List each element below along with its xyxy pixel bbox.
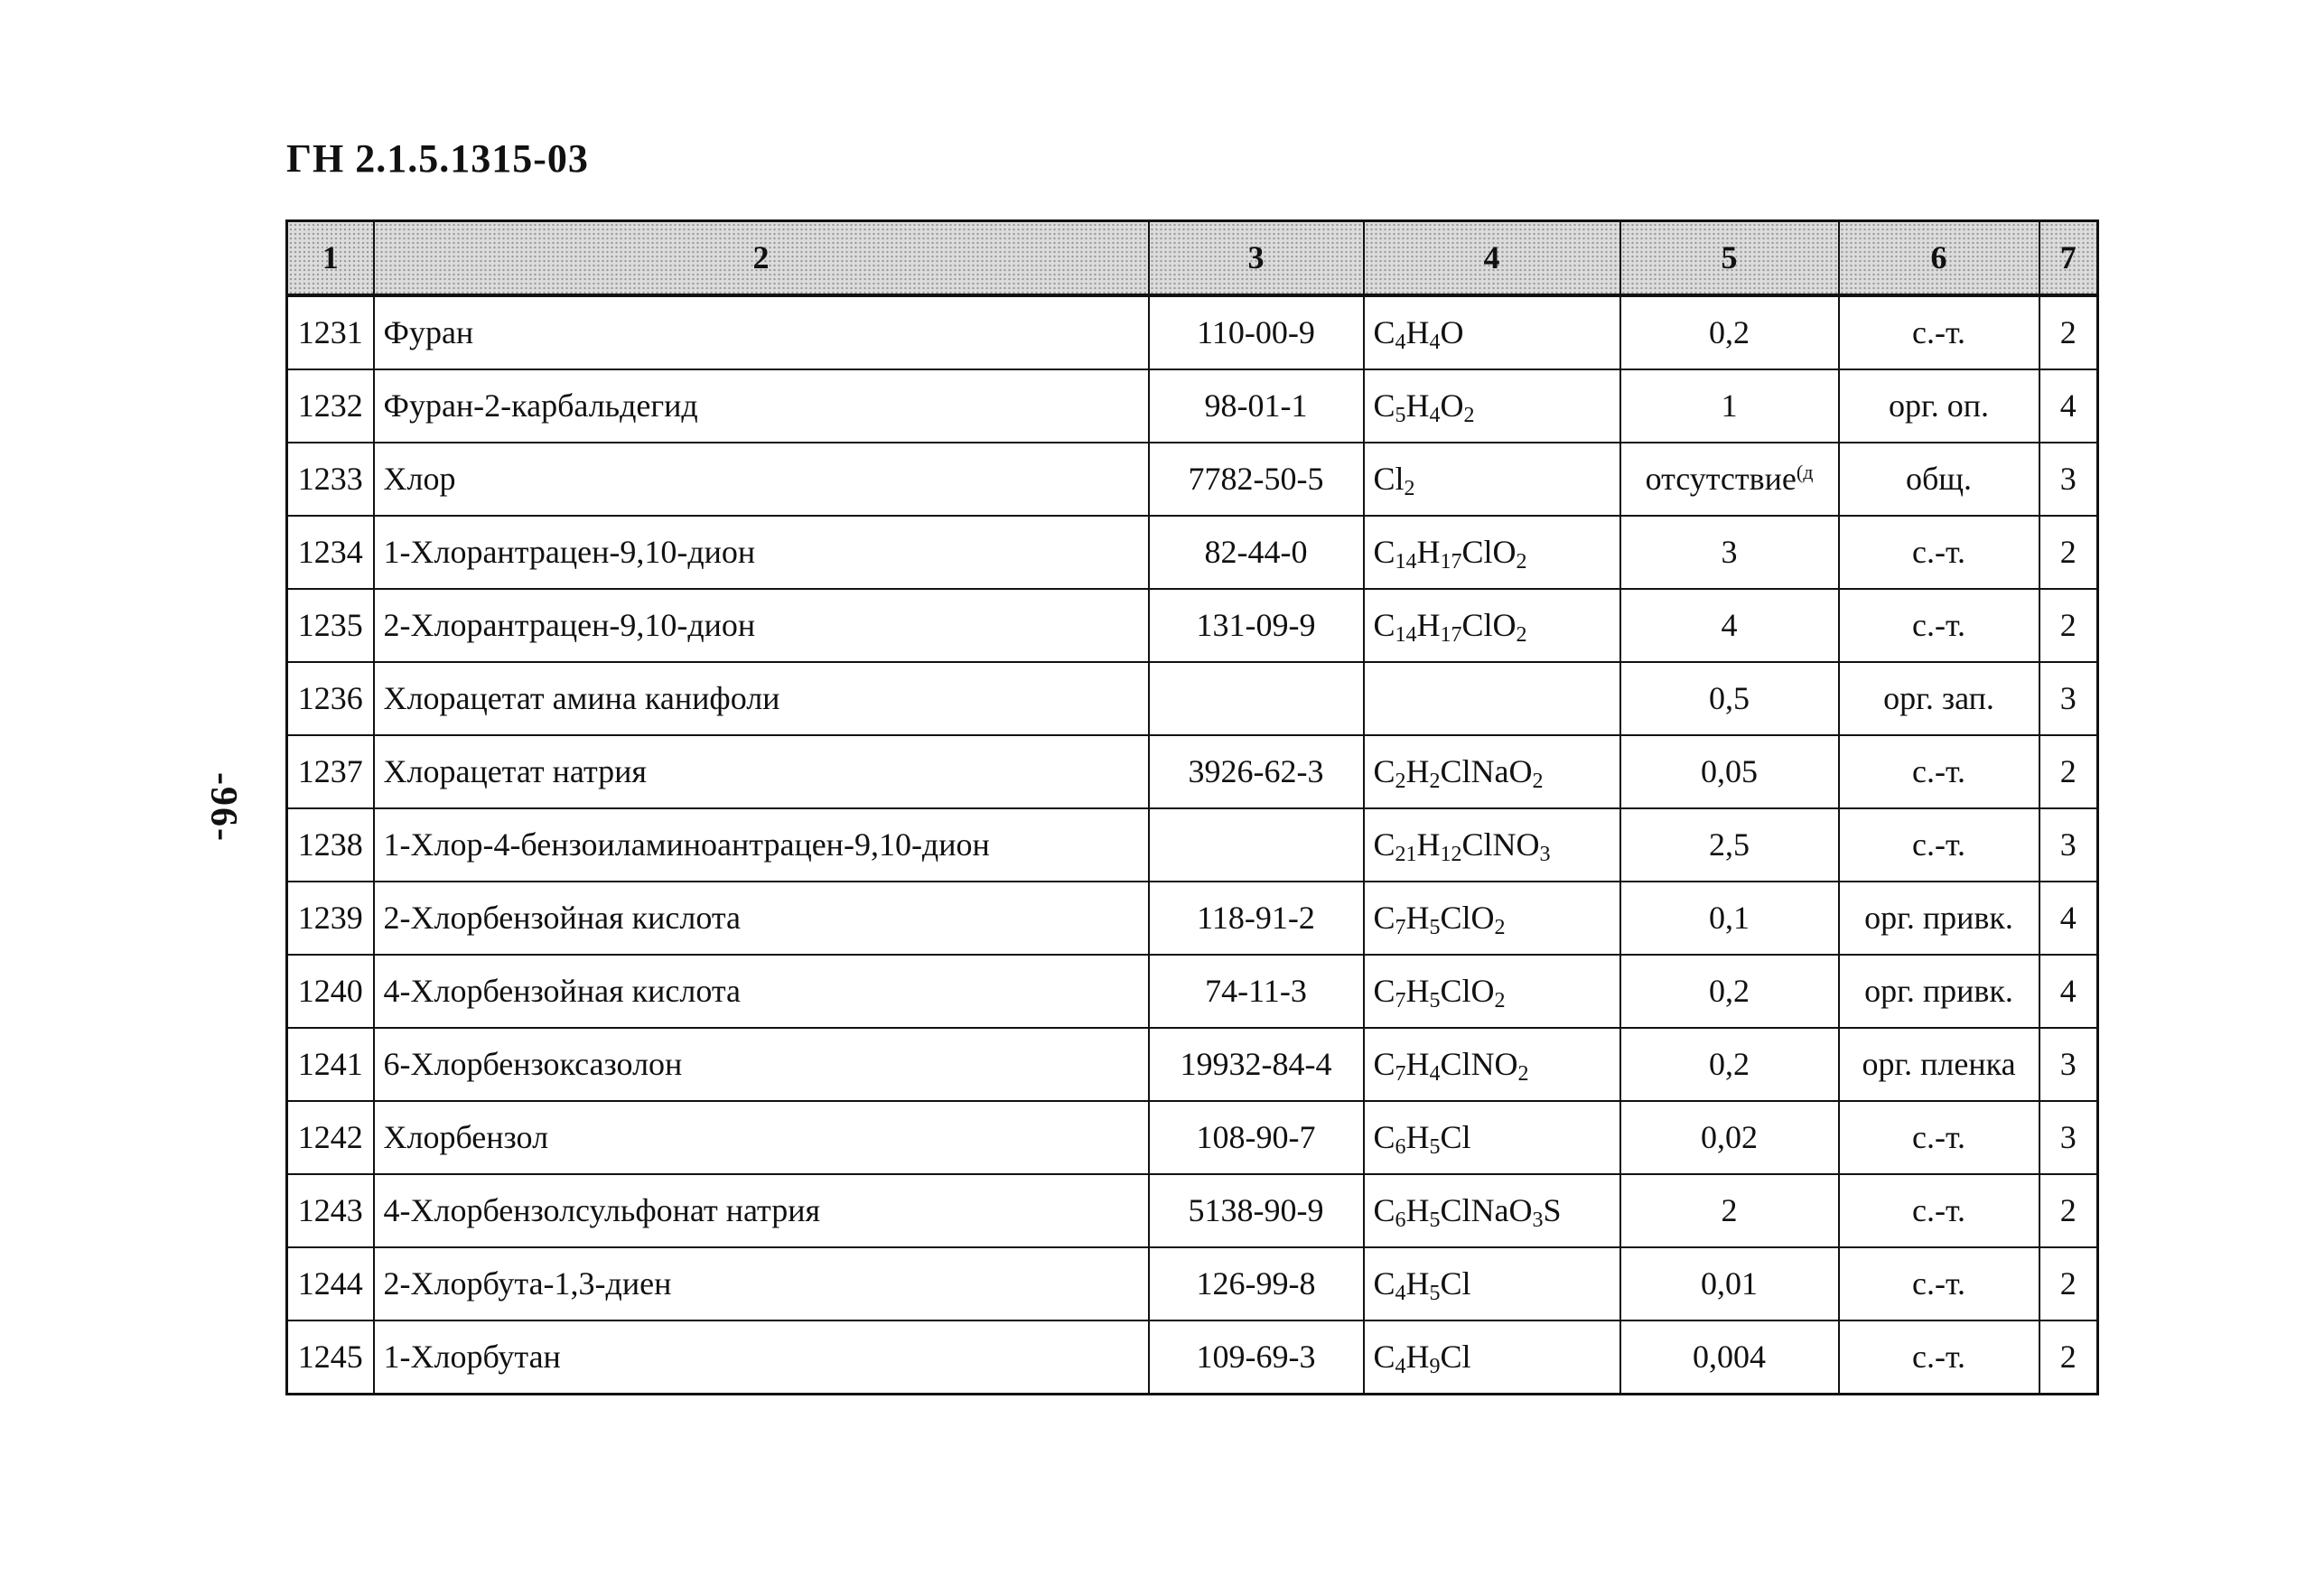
- formula-element: H: [1405, 1118, 1430, 1155]
- substance-name-cell: Фуран: [374, 295, 1149, 369]
- value-cell: [1620, 369, 1839, 443]
- value-cell: [1620, 516, 1839, 589]
- formula-element: ClO: [1440, 972, 1495, 1009]
- formula-element: C: [1373, 826, 1395, 863]
- formula-subscript: 2: [1516, 549, 1527, 574]
- formula-element: C: [1373, 1338, 1395, 1375]
- value-cell: [1620, 808, 1839, 882]
- formula-element: H: [1405, 1045, 1430, 1082]
- substances-table: [285, 219, 2099, 1395]
- formula-element: Cl: [1440, 1338, 1471, 1375]
- cas-number-cell: 118-91-2: [1149, 882, 1364, 955]
- formula-subscript: 17: [1440, 622, 1462, 647]
- value-text: 0,1: [1709, 899, 1750, 936]
- formula-element: H: [1405, 899, 1430, 936]
- substance-name-cell: Хлорацетат амина канифоли: [374, 662, 1149, 735]
- hazard-class-cell: 4: [2039, 369, 2098, 443]
- hazard-sign-cell: с.-т.: [1839, 808, 2039, 882]
- substance-name-cell: 1-Хлорбутан: [374, 1320, 1149, 1395]
- value-cell: [1620, 443, 1839, 516]
- substance-name-cell: 6-Хлорбензоксазолон: [374, 1028, 1149, 1101]
- formula-cell: [1364, 516, 1620, 589]
- value-cell: [1620, 662, 1839, 735]
- formula-cell: [1364, 882, 1620, 955]
- cas-number-cell: 131-09-9: [1149, 589, 1364, 662]
- cas-number-cell: 108-90-7: [1149, 1101, 1364, 1174]
- formula-subscript: 3: [1532, 1208, 1544, 1232]
- cas-number-cell: 110-00-9: [1149, 295, 1364, 369]
- formula-subscript: 2: [1395, 769, 1406, 793]
- cas-number-cell: 74-11-3: [1149, 955, 1364, 1028]
- row-number-cell: 1232: [287, 369, 374, 443]
- formula-cell: [1364, 808, 1620, 882]
- value-text: 0,2: [1709, 313, 1750, 350]
- cas-number-cell: 5138-90-9: [1149, 1174, 1364, 1247]
- hazard-class-cell: 2: [2039, 1247, 2098, 1320]
- formula-element: S: [1543, 1191, 1562, 1228]
- cas-number-cell: 82-44-0: [1149, 516, 1364, 589]
- hazard-sign-cell: орг. привк.: [1839, 882, 2039, 955]
- table-row: [287, 735, 2098, 808]
- formula-element: C: [1373, 1118, 1395, 1155]
- hazard-class-cell: 2: [2039, 1174, 2098, 1247]
- substance-name-cell: Хлор: [374, 443, 1149, 516]
- formula-cell: [1364, 1320, 1620, 1395]
- formula-subscript: 4: [1395, 1354, 1406, 1378]
- formula-element: ClO: [1440, 899, 1495, 936]
- table-row: [287, 443, 2098, 516]
- value-text: 1: [1721, 387, 1738, 424]
- formula-cell: [1364, 1028, 1620, 1101]
- value-cell: [1620, 1247, 1839, 1320]
- table-row: [287, 882, 2098, 955]
- value-cell: [1620, 735, 1839, 808]
- formula-element: ClNO: [1461, 826, 1540, 863]
- hazard-sign-cell: с.-т.: [1839, 735, 2039, 808]
- cas-number-cell: [1149, 808, 1364, 882]
- value-text: 2,5: [1709, 826, 1750, 863]
- value-footnote: (д: [1796, 460, 1814, 483]
- formula-subscript: 7: [1395, 915, 1406, 939]
- substance-name-cell: 1-Хлорантрацен-9,10-дион: [374, 516, 1149, 589]
- cas-number-cell: 19932-84-4: [1149, 1028, 1364, 1101]
- value-text: 0,2: [1709, 1045, 1750, 1082]
- formula-element: C: [1373, 899, 1395, 936]
- formula-subscript: 4: [1429, 1061, 1441, 1086]
- formula-subscript: 2: [1517, 1061, 1529, 1086]
- table-header: [287, 221, 2098, 296]
- formula-element: H: [1405, 1338, 1430, 1375]
- cas-number-cell: [1149, 662, 1364, 735]
- formula-subscript: 4: [1429, 403, 1441, 427]
- value-cell: [1620, 955, 1839, 1028]
- formula-subscript: 12: [1440, 842, 1462, 866]
- hazard-class-cell: 2: [2039, 589, 2098, 662]
- document-title: ГН 2.1.5.1315-03: [286, 136, 589, 181]
- hazard-class-cell: 2: [2039, 1320, 2098, 1395]
- row-number-cell: 1239: [287, 882, 374, 955]
- table-row: [287, 369, 2098, 443]
- row-number-cell: 1240: [287, 955, 374, 1028]
- header-col-2: 2: [374, 221, 1149, 296]
- formula-element: O: [1440, 387, 1464, 424]
- formula-subscript: 2: [1516, 622, 1527, 647]
- formula-subscript: 2: [1494, 915, 1506, 939]
- row-number-cell: 1241: [287, 1028, 374, 1101]
- formula-element: C: [1373, 1045, 1395, 1082]
- table-body: [287, 295, 2098, 1395]
- formula-element: O: [1440, 313, 1464, 350]
- substance-name-cell: 4-Хлорбензойная кислота: [374, 955, 1149, 1028]
- value-text: 4: [1721, 606, 1738, 643]
- hazard-class-cell: 3: [2039, 1028, 2098, 1101]
- formula-subscript: 2: [1494, 988, 1506, 1012]
- value-text: 0,01: [1701, 1264, 1758, 1302]
- formula-element: Cl: [1440, 1118, 1471, 1155]
- hazard-class-cell: 3: [2039, 1101, 2098, 1174]
- value-text: 0,02: [1701, 1118, 1758, 1155]
- formula-element: H: [1416, 533, 1441, 570]
- cas-number-cell: 98-01-1: [1149, 369, 1364, 443]
- formula-cell: [1364, 589, 1620, 662]
- formula-element: H: [1405, 387, 1430, 424]
- cas-number-cell: 3926-62-3: [1149, 735, 1364, 808]
- header-col-3: 3: [1149, 221, 1364, 296]
- hazard-class-cell: 3: [2039, 443, 2098, 516]
- formula-subscript: 21: [1395, 842, 1417, 866]
- formula-element: C: [1373, 752, 1395, 789]
- row-number-cell: 1236: [287, 662, 374, 735]
- substance-name-cell: 4-Хлорбензолсульфонат натрия: [374, 1174, 1149, 1247]
- formula-subscript: 7: [1395, 988, 1406, 1012]
- formula-element: H: [1416, 606, 1441, 643]
- formula-element: Cl: [1440, 1264, 1471, 1302]
- substance-name-cell: 2-Хлорбута-1,3-диен: [374, 1247, 1149, 1320]
- row-number-cell: 1238: [287, 808, 374, 882]
- formula-subscript: 2: [1532, 769, 1544, 793]
- formula-subscript: 5: [1429, 988, 1441, 1012]
- formula-element: C: [1373, 387, 1395, 424]
- formula-element: ClO: [1461, 533, 1517, 570]
- formula-cell: [1364, 1174, 1620, 1247]
- table-row: [287, 808, 2098, 882]
- formula-cell: [1364, 295, 1620, 369]
- header-row: [287, 221, 2098, 296]
- formula-element: H: [1405, 313, 1430, 350]
- formula-subscript: 14: [1395, 549, 1417, 574]
- formula-element: C: [1373, 1264, 1395, 1302]
- row-number-cell: 1234: [287, 516, 374, 589]
- value-cell: [1620, 1101, 1839, 1174]
- table-row: [287, 1174, 2098, 1247]
- formula-element: H: [1405, 752, 1430, 789]
- formula-subscript: 4: [1395, 1281, 1406, 1305]
- table-row: [287, 516, 2098, 589]
- value-text: отсутствие: [1645, 460, 1797, 497]
- formula-subscript: 5: [1429, 915, 1441, 939]
- substance-name-cell: Хлорбензол: [374, 1101, 1149, 1174]
- cas-number-cell: 126-99-8: [1149, 1247, 1364, 1320]
- formula-cell: [1364, 662, 1620, 735]
- table-row: [287, 1320, 2098, 1395]
- value-text: 0,2: [1709, 972, 1750, 1009]
- formula-element: H: [1405, 1191, 1430, 1228]
- hazard-class-cell: 4: [2039, 955, 2098, 1028]
- formula-subscript: 5: [1395, 403, 1406, 427]
- value-cell: [1620, 1174, 1839, 1247]
- header-col-7: 7: [2039, 221, 2098, 296]
- hazard-sign-cell: орг. оп.: [1839, 369, 2039, 443]
- formula-cell: [1364, 369, 1620, 443]
- formula-cell: [1364, 1247, 1620, 1320]
- hazard-class-cell: 2: [2039, 735, 2098, 808]
- substance-name-cell: Фуран-2-карбальдегид: [374, 369, 1149, 443]
- header-col-5: 5: [1620, 221, 1839, 296]
- hazard-class-cell: 3: [2039, 662, 2098, 735]
- value-cell: [1620, 589, 1839, 662]
- table-row: [287, 295, 2098, 369]
- hazard-sign-cell: с.-т.: [1839, 516, 2039, 589]
- value-text: 0,5: [1709, 679, 1750, 716]
- formula-element: ClNO: [1440, 1045, 1518, 1082]
- header-col-4: 4: [1364, 221, 1620, 296]
- formula-subscript: 14: [1395, 622, 1417, 647]
- hazard-class-cell: 2: [2039, 295, 2098, 369]
- formula-subscript: 6: [1395, 1208, 1406, 1232]
- formula-element: C: [1373, 1191, 1395, 1228]
- hazard-class-cell: 2: [2039, 516, 2098, 589]
- substance-name-cell: 2-Хлорантрацен-9,10-дион: [374, 589, 1149, 662]
- value-text: 3: [1721, 533, 1738, 570]
- formula-element: C: [1373, 313, 1395, 350]
- hazard-sign-cell: с.-т.: [1839, 1320, 2039, 1395]
- value-cell: [1620, 1320, 1839, 1395]
- table-row: [287, 1101, 2098, 1174]
- formula-subscript: 9: [1429, 1354, 1441, 1378]
- row-number-cell: 1233: [287, 443, 374, 516]
- value-text: 2: [1721, 1191, 1738, 1228]
- table-row: [287, 589, 2098, 662]
- table-row: [287, 1247, 2098, 1320]
- row-number-cell: 1237: [287, 735, 374, 808]
- formula-element: ClNaO: [1440, 752, 1533, 789]
- value-text: 0,004: [1693, 1338, 1766, 1375]
- hazard-sign-cell: с.-т.: [1839, 1101, 2039, 1174]
- substance-name-cell: 1-Хлор-4-бензоиламиноантрацен-9,10-дион: [374, 808, 1149, 882]
- formula-subscript: 6: [1395, 1134, 1406, 1159]
- formula-subscript: 5: [1429, 1281, 1441, 1305]
- value-cell: [1620, 882, 1839, 955]
- table-row: [287, 1028, 2098, 1101]
- formula-cell: [1364, 443, 1620, 516]
- table-row: [287, 955, 2098, 1028]
- formula-subscript: 2: [1429, 769, 1441, 793]
- hazard-sign-cell: орг. зап.: [1839, 662, 2039, 735]
- formula-subscript: 5: [1429, 1134, 1441, 1159]
- formula-subscript: 4: [1395, 330, 1406, 354]
- formula-element: C: [1373, 533, 1395, 570]
- formula-subscript: 2: [1404, 476, 1415, 500]
- row-number-cell: 1235: [287, 589, 374, 662]
- formula-element: H: [1405, 972, 1430, 1009]
- page-number: -96-: [201, 772, 244, 843]
- formula-element: ClNaO: [1440, 1191, 1533, 1228]
- hazard-class-cell: 3: [2039, 808, 2098, 882]
- hazard-sign-cell: с.-т.: [1839, 1247, 2039, 1320]
- value-cell: [1620, 1028, 1839, 1101]
- substance-name-cell: Хлорацетат натрия: [374, 735, 1149, 808]
- formula-cell: [1364, 955, 1620, 1028]
- cas-number-cell: 109-69-3: [1149, 1320, 1364, 1395]
- formula-element: C: [1373, 606, 1395, 643]
- table-row: [287, 662, 2098, 735]
- formula-element: H: [1416, 826, 1441, 863]
- hazard-class-cell: 4: [2039, 882, 2098, 955]
- formula-subscript: 3: [1539, 842, 1551, 866]
- hazard-sign-cell: с.-т.: [1839, 295, 2039, 369]
- cas-number-cell: 7782-50-5: [1149, 443, 1364, 516]
- row-number-cell: 1242: [287, 1101, 374, 1174]
- formula-subscript: 17: [1440, 549, 1462, 574]
- hazard-sign-cell: орг. пленка: [1839, 1028, 2039, 1101]
- hazard-sign-cell: общ.: [1839, 443, 2039, 516]
- header-col-6: 6: [1839, 221, 2039, 296]
- formula-element: C: [1373, 972, 1395, 1009]
- formula-element: H: [1405, 1264, 1430, 1302]
- hazard-sign-cell: орг. привк.: [1839, 955, 2039, 1028]
- formula-cell: [1364, 735, 1620, 808]
- formula-subscript: 2: [1463, 403, 1475, 427]
- formula-cell: [1364, 1101, 1620, 1174]
- value-text: 0,05: [1701, 752, 1758, 789]
- row-number-cell: 1243: [287, 1174, 374, 1247]
- header-col-1: 1: [287, 221, 374, 296]
- formula-subscript: 5: [1429, 1208, 1441, 1232]
- row-number-cell: 1231: [287, 295, 374, 369]
- formula-element: Cl: [1373, 460, 1405, 497]
- formula-subscript: 7: [1395, 1061, 1406, 1086]
- value-cell: [1620, 295, 1839, 369]
- substance-name-cell: 2-Хлорбензойная кислота: [374, 882, 1149, 955]
- hazard-sign-cell: с.-т.: [1839, 1174, 2039, 1247]
- formula-element: ClO: [1461, 606, 1517, 643]
- row-number-cell: 1244: [287, 1247, 374, 1320]
- row-number-cell: 1245: [287, 1320, 374, 1395]
- formula-subscript: 4: [1429, 330, 1441, 354]
- hazard-sign-cell: с.-т.: [1839, 589, 2039, 662]
